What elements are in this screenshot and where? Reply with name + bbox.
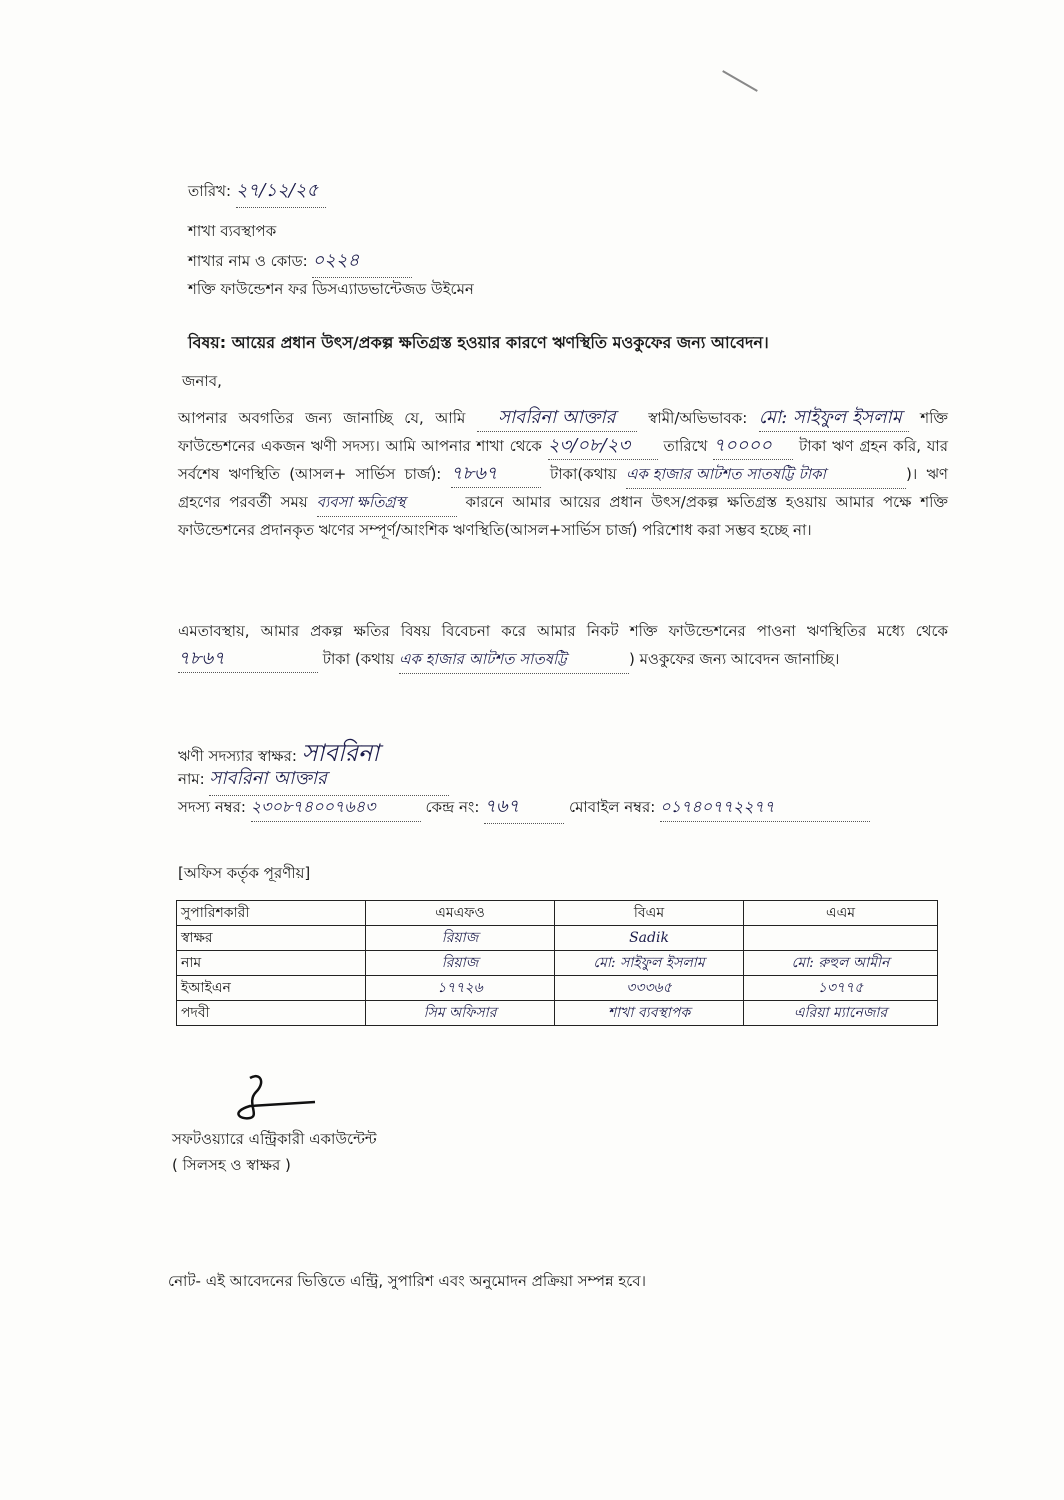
text: )। ঋণ গ্রহণের পরবর্তী সময় — [178, 465, 948, 511]
subject-line: বিষয়: আয়ের প্রধান উৎস/প্রকল্প ক্ষতিগ্রস্ত হওয়ার কারণে ঋণস্থিতি মওকুফের জন্য আবেদন। — [188, 333, 769, 352]
table-row — [177, 926, 938, 951]
branch-label: শাখার নাম ও কোড: — [188, 252, 308, 270]
table-cell: রিয়াজ — [366, 926, 555, 951]
text: এমতাবস্থায়, আমার প্রকল্প ক্ষতির বিষয় বিবেচনা করে আমার নিকট শক্তি ফাউন্ডেশনের পাওনা ঋণস্থিতির মধ্যে থেকে — [178, 622, 948, 640]
paragraph-1 — [178, 404, 948, 544]
date-value: ২৭/১২/২৫ — [236, 176, 326, 208]
paragraph-2 — [178, 618, 948, 674]
table-cell: মো: রুহুল আমীন — [744, 951, 938, 976]
table-cell: রিয়াজ — [366, 951, 555, 976]
row-label: ইআইএন — [177, 976, 366, 1001]
date-line — [188, 176, 326, 208]
table-row — [177, 1001, 938, 1026]
table-cell: এরিয়া ম্যানেজার — [744, 1001, 938, 1026]
date-label: তারিখ: — [188, 182, 232, 200]
accountant-title: সফটওয়্যারে এন্ট্রিকারী একাউন্টেন্ট — [172, 1130, 377, 1148]
office-table — [176, 900, 938, 1026]
row-label: নাম — [177, 951, 366, 976]
text: টাকা ঋণ গ্রহন করি, যার সর্বশেষ ঋণস্থিতি (আসল+ সার্ভিস চার্জ): — [178, 437, 948, 483]
guardian-name: মো: সাইফুল ইসলাম — [759, 404, 909, 432]
table-cell: শাখা ব্যবস্থাপক — [555, 1001, 744, 1026]
text: তারিখে — [663, 437, 708, 455]
member-signature: সাবরিনা — [301, 739, 380, 767]
table-row — [177, 976, 938, 1001]
member-name: সাবরিনা আক্তার — [209, 764, 449, 796]
stray-mark — [722, 70, 758, 92]
name-label: নাম: — [178, 770, 205, 788]
text: টাকা(কথায় — [550, 465, 617, 483]
balance-amount: ৭৮৬৭ — [451, 460, 541, 488]
table-cell: মো: সাইফুল ইসলাম — [555, 951, 744, 976]
text: স্বামী/অভিভাবক: — [648, 409, 748, 427]
signature-scribble — [220, 1072, 330, 1122]
row-label: পদবী — [177, 1001, 366, 1026]
applicant-name: সাবরিনা আক্তার — [477, 404, 637, 432]
table-cell: ১৩৭৭৫ — [744, 976, 938, 1001]
organization-name: শক্তি ফাউন্ডেশন ফর ডিসএ্যাডভান্টেজড উইমেন — [188, 280, 474, 298]
member-no-label: সদস্য নম্বর: — [178, 798, 246, 816]
header-cell: বিএম — [555, 901, 744, 926]
waiver-in-words: এক হাজার আটশত সাতষট্টি — [399, 646, 629, 674]
balance-in-words: এক হাজার আটশত সাতষট্টি টাকা — [626, 461, 906, 489]
damage-reason: ব্যবসা ক্ষতিগ্রস্থ — [317, 489, 457, 517]
branch-code: ০২২৪ — [312, 246, 412, 278]
branch-line — [188, 246, 412, 278]
waiver-amount: ৭৮৬৭ — [178, 645, 318, 673]
loan-date: ২৩/০৮/২৩ — [548, 432, 658, 460]
table-cell — [744, 926, 938, 951]
text: কারনে আমার আয়ের প্রধান উৎস/প্রকল্প ক্ষতিগ্রস্ত হওয়ায় আমার পক্ষে শক্তি ফাউন্ডেশনের প্রদানকৃত ঋণের সম্পূর্ণ/আংশিক ঋণস্থিতি(আসল+সার্ভিস চার্জ) পরিশোধ করা সম্ভব হচ্ছে না। — [178, 493, 948, 539]
signature-label: ঋণী সদস্যার স্বাক্ষর: — [178, 747, 297, 765]
addressee: শাখা ব্যবস্থাপক — [188, 222, 277, 240]
header-cell: এমএফও — [366, 901, 555, 926]
text: ) মওকুফের জন্য আবেদন জানাচ্ছি। — [628, 650, 840, 668]
header-cell: সুপারিশকারী — [177, 901, 366, 926]
table-cell: ১৭৭২৬ — [366, 976, 555, 1001]
table-cell: সিম অফিসার — [366, 1001, 555, 1026]
table-row — [177, 951, 938, 976]
center-number: ৭৬৭ — [484, 792, 564, 824]
salutation: জনাব, — [182, 372, 222, 390]
table-cell: ৩৩৩৬৫ — [555, 976, 744, 1001]
footer-note: নোট- এই আবেদনের ভিত্তিতে এন্ট্রি, সুপারিশ এবং অনুমোদন প্রক্রিয়া সম্পন্ন হবে। — [168, 1272, 646, 1290]
member-numbers-line — [178, 792, 870, 824]
mobile-label: মোবাইল নম্বর: — [569, 798, 656, 816]
mobile-number: ০১৭৪০৭৭২২৭৭ — [660, 794, 870, 822]
text: আপনার অবগতির জন্য জানাচ্ছি যে, আমি — [178, 409, 466, 427]
text: টাকা (কথায় — [322, 650, 395, 668]
center-label: কেন্দ্র নং: — [425, 798, 480, 816]
member-number: ২৩০৮৭৪০০৭৬৪৩ — [251, 794, 421, 822]
accountant-note: ( সিলসহ ও স্বাক্ষর ) — [172, 1156, 291, 1174]
table-header-row — [177, 901, 938, 926]
office-heading: [অফিস কর্তৃক পূরণীয়] — [178, 864, 311, 882]
table-cell: Sadik — [555, 926, 744, 951]
row-label: স্বাক্ষর — [177, 926, 366, 951]
text: শক্তি ফাউন্ডেশনের একজন ঋণী সদস্য। আমি আপনার শাখা থেকে — [178, 409, 948, 455]
accountant-signature — [220, 1072, 330, 1126]
header-cell: এএম — [744, 901, 938, 926]
loan-amount: ৭০০০০ — [713, 432, 793, 460]
